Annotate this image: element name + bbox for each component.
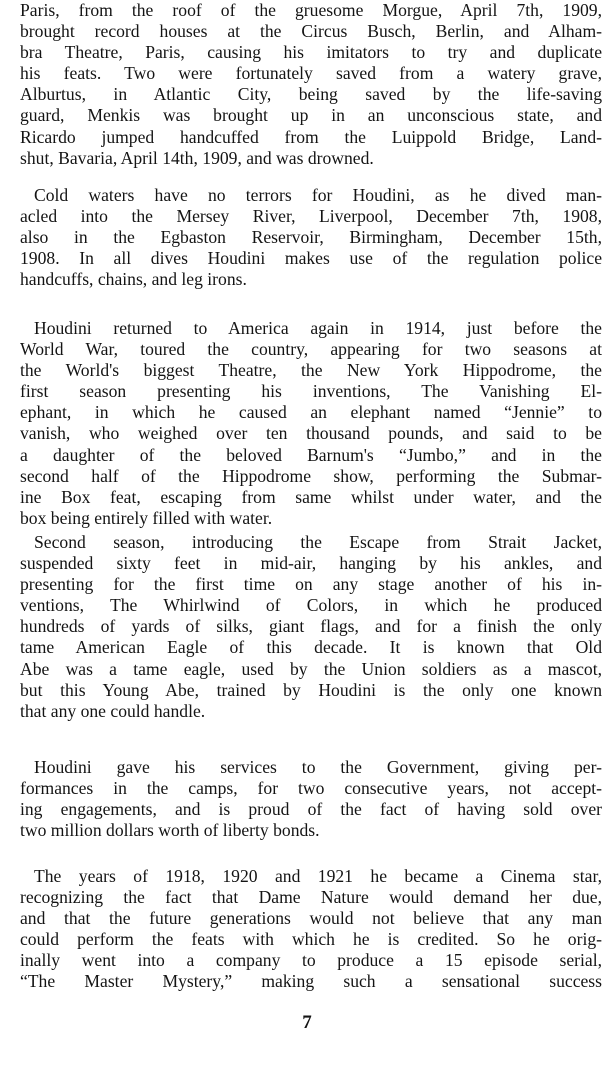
- text-line: tame American Eagle of this decade. It is known that Old: [20, 637, 602, 658]
- paragraph-4: [20, 532, 602, 722]
- text-line: second half of the Hippodrome show, performing the Submar-: [20, 465, 602, 486]
- text-line: suspended sixty feet in mid-air, hanging by his ankles, and: [20, 553, 602, 574]
- text-line: recognizing the fact that Dame Nature would demand her due,: [20, 887, 602, 908]
- text-line: box being entirely filled with water.: [20, 507, 273, 528]
- text-line: inally went into a company to produce a 15 episode serial,: [20, 950, 602, 971]
- text-line: Cold waters have no terrors for Houdini, as he dived man-: [34, 185, 602, 205]
- text-line: Paris, from the roof of the gruesome Morgue, April 7th, 1909,: [20, 0, 602, 20]
- text-line: Second season, introducing the Escape from Strait Jacket,: [34, 532, 602, 552]
- text-line: also in the Egbaston Reservoir, Birmingham, December 15th,: [20, 227, 602, 248]
- paragraph-5: [20, 757, 602, 841]
- text-line: his feats. Two were fortunately saved from a watery grave,: [20, 63, 602, 84]
- text-line: first season presenting his inventions, The Vanishing El-: [20, 381, 602, 402]
- text-line: ventions, The Whirlwind of Colors, in which he produced: [20, 595, 602, 616]
- text-line: Abe was a tame eagle, used by the Union soldiers as a mascot,: [20, 658, 602, 679]
- text-line: could perform the feats with which he is credited. So he orig-: [20, 929, 602, 950]
- text-line: ine Box feat, escaping from same whilst under water, and the: [20, 486, 602, 507]
- text-line: hundreds of yards of silks, giant flags, and for a finish the only: [20, 616, 602, 637]
- text-line: ing engagements, and is proud of the fact of having sold over: [20, 799, 602, 820]
- text-line: handcuffs, chains, and leg irons.: [20, 269, 247, 290]
- paragraph-3: [20, 318, 602, 529]
- text-line: and that the future generations would not believe that any man: [20, 908, 602, 929]
- text-line: presenting for the first time on any stage another of his in-: [20, 574, 602, 595]
- text-line: formances in the camps, for two consecutive years, not accept-: [20, 778, 602, 799]
- text-line: brought record houses at the Circus Busch, Berlin, and Alham-: [20, 21, 602, 42]
- text-line: vanish, who weighed over ten thousand pounds, and said to be: [20, 423, 602, 444]
- text-line: World War, toured the country, appearing for two seasons at: [20, 339, 602, 360]
- paragraph-6: [20, 866, 602, 993]
- text-line: that any one could handle.: [20, 700, 206, 721]
- text-line: shut, Bavaria, April 14th, 1909, and was drowned.: [20, 147, 374, 168]
- text-line: acled into the Mersey River, Liverpool, December 7th, 1908,: [20, 206, 602, 227]
- text-line: a daughter of the beloved Barnum's “Jumbo,” and in the: [20, 444, 602, 465]
- text-line: the World's biggest Theatre, the New York Hippodrome, the: [20, 360, 602, 381]
- page-number: 7: [302, 1012, 312, 1033]
- text-line: but this Young Abe, trained by Houdini is the only one known: [20, 679, 602, 700]
- paragraph-1: [20, 0, 602, 169]
- text-line: Alburtus, in Atlantic City, being saved by the life-saving: [20, 84, 602, 105]
- text-line: guard, Menkis was brought up in an unconscious state, and: [20, 105, 602, 126]
- text-line: The years of 1918, 1920 and 1921 he became a Cinema star,: [34, 866, 602, 886]
- text-line: ephant, in which he caused an elephant named “Jennie” to: [20, 402, 602, 423]
- text-line: Ricardo jumped handcuffed from the Luippold Bridge, Land-: [20, 126, 602, 147]
- paragraph-2: [20, 185, 602, 290]
- text-line: Houdini returned to America again in 1914, just before the: [34, 318, 602, 338]
- text-line: 1908. In all dives Houdini makes use of the regulation police: [20, 248, 602, 269]
- text-line: bra Theatre, Paris, causing his imitators to try and duplicate: [20, 42, 602, 63]
- text-line: two million dollars worth of liberty bonds.: [20, 820, 320, 841]
- text-line: Houdini gave his services to the Government, giving per-: [34, 757, 602, 777]
- text-line: “The Master Mystery,” making such a sensational success: [20, 971, 602, 992]
